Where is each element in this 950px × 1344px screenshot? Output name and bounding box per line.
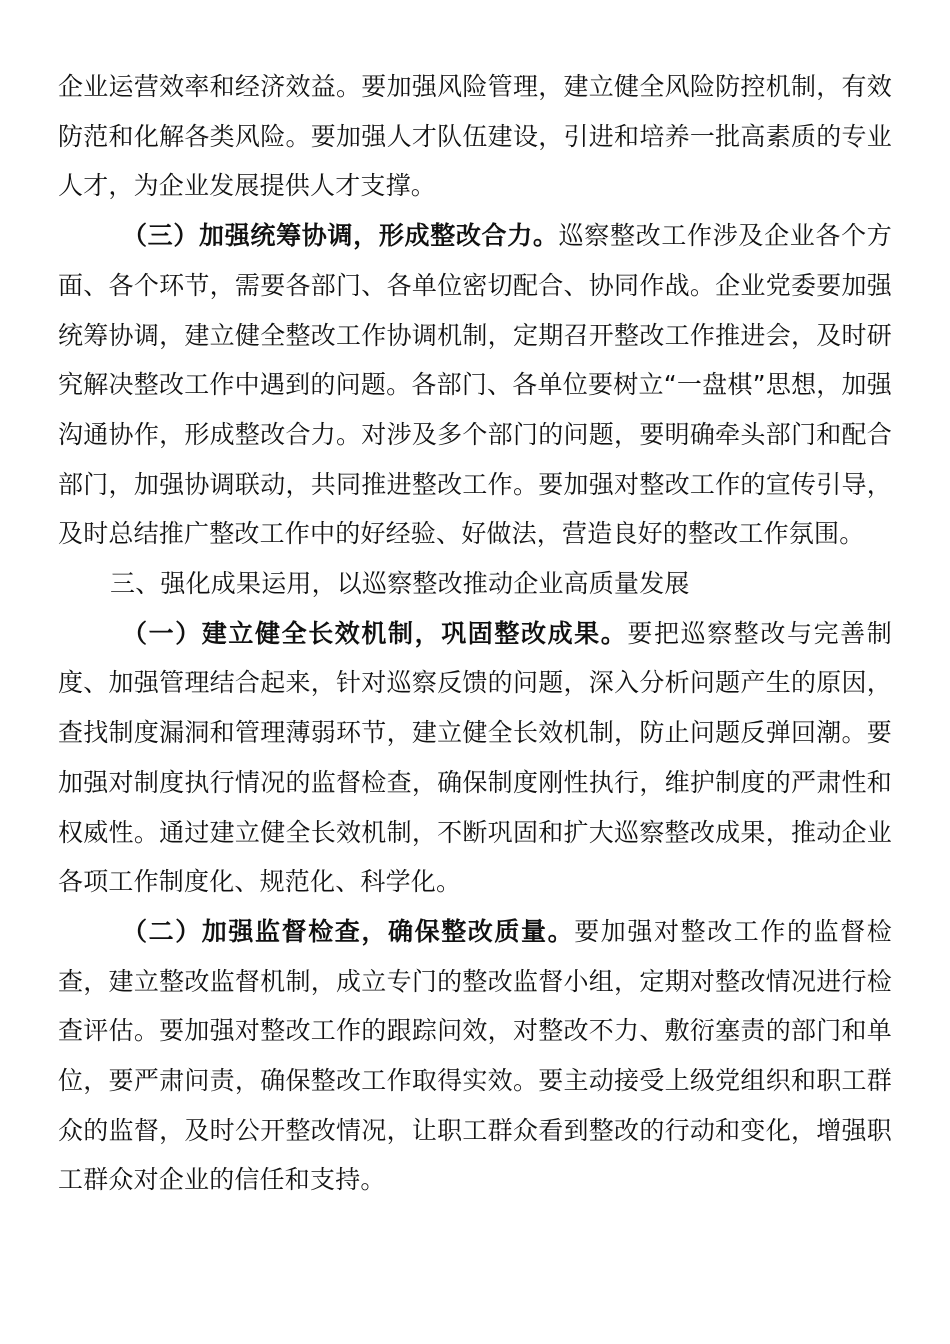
- section-heading: 三、强化成果运用，以巡察整改推动企业高质量发展: [110, 569, 690, 599]
- paragraph-lead-heading: （三）加强统筹协调，形成整改合力。: [122, 221, 559, 251]
- paragraph-text: 企业运营效率和经济效益。要加强风险管理，建立健全风险防控机制，有效防范和化解各类风险。要加强人才队伍建设，引进和培养一批高素质的专业人才，为企业发展提供人才支撑。: [58, 72, 892, 201]
- paragraph-continuation: [58, 62, 892, 211]
- paragraph-text: 要把巡察整改与完善制度、加强管理结合起来，针对巡察反馈的问题，深入分析问题产生的原因，查找制度漏洞和管理薄弱环节，建立健全长效机制，防止问题反弹回潮。要加强对制度执行情况的监督检查，确保制度刚性执行，维护制度的严肃性和权威性。通过建立健全长效机制，不断巩固和扩大巡察整改成果，推动企业各项工作制度化、规范化、科学化。: [58, 618, 892, 897]
- paragraph-coordination: [58, 211, 892, 559]
- paragraph-text: 要加强对整改工作的监督检查，建立整改监督机制，成立专门的整改监督小组，定期对整改情况进行检查评估。要加强对整改工作的跟踪问效，对整改不力、敷衍塞责的部门和单位，要严肃问责，确保整改工作取得实效。要主动接受上级党组织和职工群众的监督，及时公开整改情况，让职工群众看到整改的行动和变化，增强职工群众对企业的信任和支持。: [58, 916, 892, 1195]
- paragraph-text: 巡察整改工作涉及企业各个方面、各个环节，需要各部门、各单位密切配合、协同作战。企业党委要加强统筹协调，建立健全整改工作协调机制，定期召开整改工作推进会，及时研究解决整改工作中遇到的问题。各部门、各单位要树立“一盘棋”思想，加强沟通协作，形成整改合力。对涉及多个部门的问题，要明确牵头部门和配合部门，加强协调联动，共同推进整改工作。要加强对整改工作的宣传引导，及时总结推广整改工作中的好经验、好做法，营造良好的整改工作氛围。: [58, 221, 892, 549]
- paragraph-lead-heading: （一）建立健全长效机制，巩固整改成果。: [122, 618, 628, 648]
- paragraph-supervision: [58, 907, 892, 1205]
- paragraph-long-term-mechanism: [58, 609, 892, 907]
- paragraph-lead-heading: （二）加强监督检查，确保整改质量。: [122, 916, 575, 946]
- document-page: [58, 62, 892, 1205]
